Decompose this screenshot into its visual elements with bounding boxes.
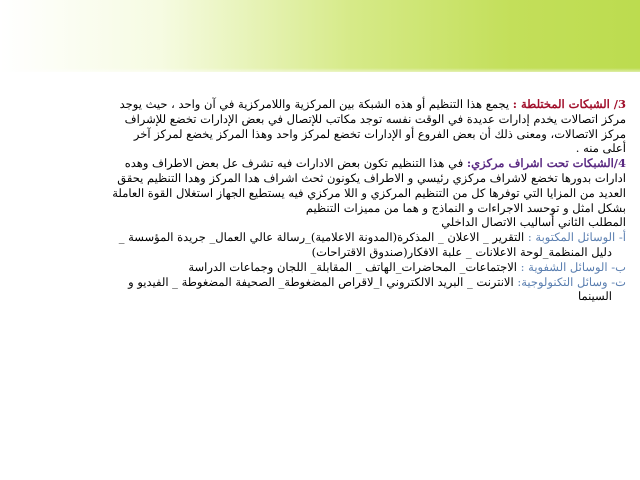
section-4-line-2: ادارات بدورها تخضع لاشراف مركزي رئيسي و الاطراف يكونون ثحث اشراف هدا المركز وهدا التنظيم يحقق [117, 170, 626, 185]
item-a-line-1 [100, 230, 626, 245]
item-b-label: الوسائل الشفوية : [520, 259, 608, 274]
item-b-line-1 [100, 260, 626, 275]
section-3-line-1 [100, 97, 626, 112]
item-a-label: الوسائل المكتوبة : [527, 230, 616, 245]
requirement-title: المطلب الثاني أساليب الاتصال الداخلي [441, 215, 626, 230]
section-3-text-1: يجمع هذا التنظيم أو هذه الشبكة بين المركزية واللامركزية في آن واحد ، حيث يوجد [119, 97, 510, 111]
item-a-line-2: دليل المنظمة_لوحة الاعلانات _ علبة الافكار(صندوق الاقتراحات) [311, 244, 612, 259]
section-3-line-2: مركز اتصالات يخدم إدارات عديدة في الوقت نفسه توجد مكاتب للإتصال في بعض الإدارات تخضع للإشراف [124, 111, 626, 126]
item-c-line-2: السينما [577, 289, 612, 304]
section-4-line-4: بشكل امثل و توحسد الاجراءات و النماذج و هما من مميزات التنظيم [305, 200, 626, 215]
section-4-line-3: العديد من المزايا التي توفرها كل من التنظيم المركزي و اللا مركزي فيه يستطيع الجهاز استغلال القوة العاملة [112, 185, 626, 200]
section-3-line-3: مركز الاتصالات، ومعنى ذلك أن بعض الفروع أو الإدارات تخضع لمركز واحد وهذا المركز يخضع لمركز آخر [133, 126, 626, 141]
item-a-text-1: التقرير _ الاعلان _ المذكرة(المدونة الاعلامية)_رسالة عالي العمال_ جريدة المؤسسة _ [118, 230, 525, 245]
section-4-text-1: في هذا التنظيم تكون بعض الادارات فيه تشرف عل بعض الاطراف وهده [124, 156, 464, 171]
item-b-text-1: الاجتماعات_ المحاضرات_الهاتف _ المقابلة_ اللجان وجماعات الدراسة [188, 259, 517, 274]
section-4-line-1 [100, 156, 626, 171]
top-band-fade [0, 68, 640, 76]
item-c-text-1: الانترنت _ البريد الالكتروني ا_لاقراص المضغوطة_ الصحيفة المضغوطة _ الفيديو و [128, 274, 514, 289]
item-b-mark: ب- [611, 259, 626, 274]
section-3-title: 3/ الشبكات المختلطة : [512, 97, 626, 111]
item-c-mark: ت- [611, 274, 626, 289]
top-decorative-band [0, 0, 640, 72]
section-4-title: 4/الشبكات تحت اشراف مركزي: [466, 156, 626, 171]
slide-body [100, 97, 626, 304]
item-c-label: وسائل التكنولوجية: [517, 274, 608, 289]
item-c-line-1 [100, 275, 626, 290]
section-3-line-4: أعلى منه . [575, 141, 626, 156]
item-a-mark: أ- [618, 230, 626, 245]
